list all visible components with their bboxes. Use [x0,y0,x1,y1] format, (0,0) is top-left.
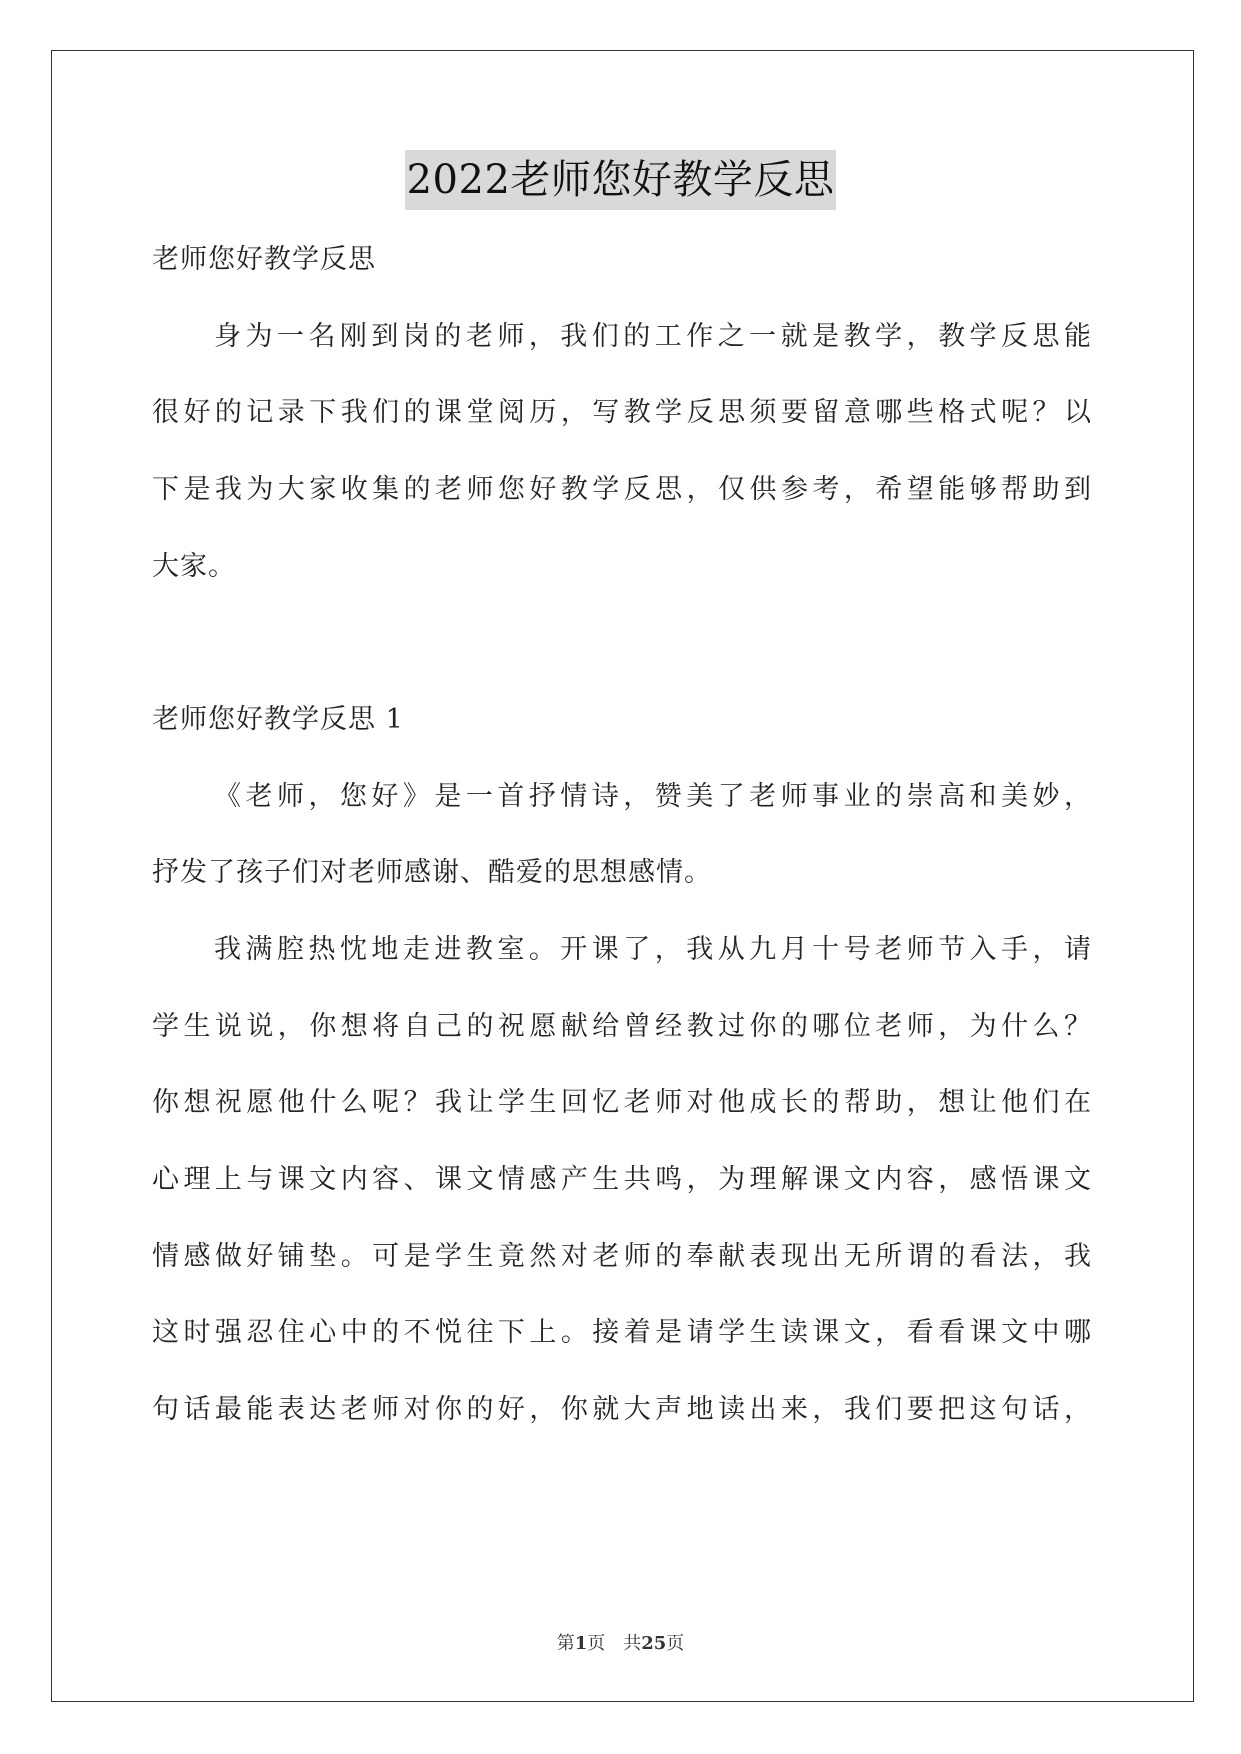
section-heading: 老师您好教学反思 1 [152,704,404,735]
heading: 老师您好教学反思 [152,244,376,275]
paragraph-line: 抒发了孩子们对老师感谢、酷爱的思想感情。 [152,857,712,888]
footer-page-number: 1 [574,1633,588,1654]
intro-line: 身为一名刚到岗的老师，我们的工作之一就是教学，教学反思能 [214,321,1092,352]
paragraph-line: 这时强忍住心中的不悦往下上。接着是请学生读课文，看看课文中哪 [152,1317,1092,1348]
footer-page-total: 25 [641,1633,667,1654]
document-title [0,150,1241,212]
paragraph-line: 《老师，您好》是一首抒情诗，赞美了老师事业的崇高和美妙， [214,781,1092,812]
intro-line: 很好的记录下我们的课堂阅历，写教学反思须要留意哪些格式呢？以 [152,397,1092,428]
document-title-text: 2022老师您好教学反思 [405,150,837,210]
paragraph-line: 句话最能表达老师对你的好，你就大声地读出来，我们要把这句话， [152,1394,1092,1425]
paragraph-line: 心理上与课文内容、课文情感产生共鸣，为理解课文内容，感悟课文 [152,1164,1092,1195]
footer-page-prefix: 第 [556,1633,575,1654]
paragraph-line: 你想祝愿他什么呢？我让学生回忆老师对他成长的帮助，想让他们在 [152,1087,1092,1118]
footer-page-mid: 页 共 [587,1633,642,1654]
footer-page-suffix: 页 [666,1633,685,1654]
paragraph-line: 学生说说，你想将自己的祝愿献给曾经教过你的哪位老师，为什么？ [152,1011,1092,1042]
paragraph-line: 情感做好铺垫。可是学生竟然对老师的奉献表现出无所谓的看法，我 [152,1241,1092,1272]
page-footer [0,1632,1241,1656]
intro-line: 大家。 [152,551,236,582]
intro-line: 下是我为大家收集的老师您好教学反思，仅供参考，希望能够帮助到 [152,474,1092,505]
paragraph-line: 我满腔热忱地走进教室。开课了，我从九月十号老师节入手，请 [214,934,1092,965]
